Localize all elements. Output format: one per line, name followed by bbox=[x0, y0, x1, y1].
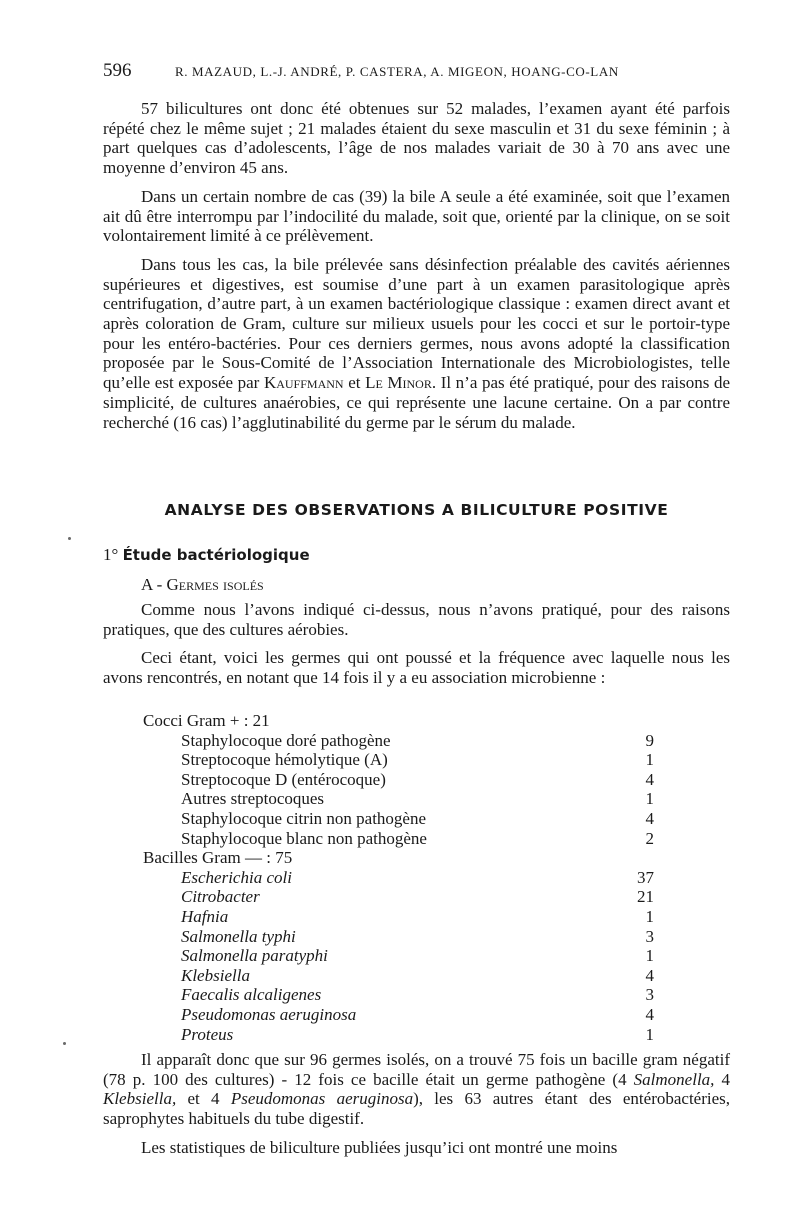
text-run: et bbox=[348, 373, 361, 393]
print-speck bbox=[68, 537, 71, 540]
germ-name: Staphylocoque doré pathogène bbox=[181, 730, 391, 750]
species-name: Pseudomonas aeruginosa bbox=[230, 1089, 414, 1109]
germ-row bbox=[143, 946, 654, 966]
germ-row bbox=[143, 809, 654, 829]
subsubsection-title: Germes isolés bbox=[166, 575, 264, 594]
germ-name: Streptocoque hémolytique (A) bbox=[181, 750, 388, 770]
germ-count: 9 bbox=[645, 730, 654, 750]
methods-text bbox=[103, 600, 730, 697]
germ-count: 1 bbox=[645, 946, 654, 966]
intro-text bbox=[103, 99, 730, 441]
germ-name: Streptocoque D (entérocoque) bbox=[181, 769, 386, 789]
germ-count: 1 bbox=[645, 750, 654, 770]
germ-count: 3 bbox=[645, 926, 654, 946]
text-run: ), les 63 autres étant des entérobactéries, saprophytes habituels du tube digestif. bbox=[103, 1089, 731, 1129]
germ-row bbox=[143, 750, 654, 770]
germ-row bbox=[143, 770, 654, 790]
paragraph-conclusion bbox=[103, 1050, 730, 1129]
text-run: 4 bbox=[721, 1069, 731, 1089]
paragraph: Ceci étant, voici les germes qui ont poussé et la fréquence avec laquelle nous les avons rencontrés, en notant que 14 fois il y a eu association microbienne : bbox=[103, 648, 730, 688]
text-run: Dans tous les cas, la bile prélevée sans désinfection préalable des cavités aériennes supérieures et digestives, est soumise d’une part à un examen parasitologique après centrifugation, d’autre part, à un examen bactériologique classique : examen direct avant et après coloration de Gram, culture sur milieux usuels pour les cocci et sur le portoir-type pour les entéro-bactéries. Pour ces derniers germes, nous avons adopté la classification proposée par le Sous-Comité de l’Association Internationale des Microbiologistes, telle qu’elle est exposée par bbox=[103, 254, 730, 393]
germ-row bbox=[143, 829, 654, 849]
subsubsection-prefix: A - bbox=[141, 575, 163, 594]
germ-row bbox=[143, 868, 654, 888]
germ-count: 4 bbox=[645, 1004, 654, 1024]
text-run: Il apparaît donc que sur 96 germes isolés, on a trouvé 75 fois un bacille gram négatif (78 p. 100 des cultures) - 12 fois ce bacille était un germe pathogène (4 bbox=[103, 1050, 730, 1089]
author-name: Le Minor. bbox=[365, 373, 437, 393]
germ-name: Salmonella paratyphi bbox=[181, 946, 328, 966]
species-name: Klebsiella, bbox=[103, 1089, 177, 1109]
germ-group-heading: Bacilles Gram — : 75 bbox=[143, 848, 293, 868]
print-speck bbox=[63, 1042, 66, 1045]
germ-row bbox=[143, 1025, 654, 1045]
germ-name: Salmonella typhi bbox=[181, 926, 296, 946]
germ-count: 1 bbox=[645, 1024, 654, 1044]
paragraph: Les statistiques de biliculture publiées jusqu’ici ont montré une moins bbox=[141, 1137, 618, 1157]
germ-name: Staphylocoque citrin non pathogène bbox=[181, 808, 427, 828]
germ-count: 4 bbox=[645, 769, 654, 789]
germ-name: Hafnia bbox=[181, 906, 229, 926]
germ-list bbox=[143, 711, 654, 1044]
section-title: ANALYSE DES OBSERVATIONS A BILICULTURE POSITIVE bbox=[164, 501, 669, 519]
page-header bbox=[103, 60, 733, 84]
germ-count: 4 bbox=[645, 965, 654, 985]
subsection-heading bbox=[103, 545, 310, 565]
germ-row bbox=[143, 789, 654, 809]
germ-count: 1 bbox=[645, 906, 654, 926]
paragraph: 57 bilicultures ont donc été obtenues sur 52 malades, l’examen ayant été parfois répété chez le même sujet ; 21 malades étaient du sexe masculin et 31 du sexe féminin ; à part quelques cas d’adolescents, l’âge de nos malades variait de 30 à 70 ans avec une moyenne d’environ 45 ans. bbox=[103, 99, 730, 178]
germ-row bbox=[143, 907, 654, 927]
paragraph: Comme nous l’avons indiqué ci-dessus, nous n’avons pratiqué, pour des raisons pratiques, que des cultures aérobies. bbox=[103, 600, 730, 639]
author-name: Kauffmann bbox=[263, 373, 344, 393]
subsection-number: 1° bbox=[103, 545, 119, 564]
germ-row bbox=[143, 731, 654, 751]
subsubsection-heading bbox=[141, 575, 264, 595]
germ-row bbox=[143, 887, 654, 907]
germ-count: 3 bbox=[645, 985, 654, 1005]
page-number: 596 bbox=[103, 60, 132, 81]
paragraph-methods bbox=[103, 255, 730, 432]
germ-name: Pseudomonas aeruginosa bbox=[181, 1004, 357, 1024]
germ-name: Escherichia coli bbox=[181, 867, 292, 887]
germ-count: 37 bbox=[637, 867, 654, 887]
germ-name: Citrobacter bbox=[181, 887, 260, 907]
subsection-title: Étude bactériologique bbox=[122, 546, 310, 564]
germ-row bbox=[143, 985, 654, 1005]
germ-row bbox=[143, 1005, 654, 1025]
germ-group-heading: Cocci Gram + : 21 bbox=[143, 711, 270, 730]
germ-name: Autres streptocoques bbox=[181, 789, 325, 809]
running-head: R. MAZAUD, L.-J. ANDRÉ, P. CASTERA, A. MIGEON, HOANG-CO-LAN bbox=[175, 64, 619, 79]
germ-name: Staphylocoque blanc non pathogène bbox=[181, 828, 427, 848]
text-run: Il n’a pas été pratiqué, pour des raisons de simplicité, de cultures anaérobies, ce qui représente une lacune certaine. On a par contre recherché (16 cas) l’agglutinabilité du germe par le sérum du malade. bbox=[103, 373, 731, 432]
germ-count: 1 bbox=[645, 789, 654, 809]
species-name: Salmonella, bbox=[633, 1069, 715, 1089]
germ-row bbox=[143, 927, 654, 947]
germ-name: Proteus bbox=[181, 1024, 234, 1044]
germ-count: 21 bbox=[637, 887, 654, 907]
paragraph: Dans un certain nombre de cas (39) la bile A seule a été examinée, soit que l’examen ait dû être interrompu par l’indocilité du malade, soit que, orienté par la clinique, on se soit volontairement limité à ce prélèvement. bbox=[103, 186, 730, 246]
germ-name: Klebsiella bbox=[181, 965, 250, 985]
conclusion-text bbox=[103, 1050, 730, 1167]
germ-count: 2 bbox=[645, 828, 654, 848]
text-run: et 4 bbox=[187, 1089, 220, 1109]
germ-name: Faecalis alcaligenes bbox=[181, 985, 322, 1005]
germ-row bbox=[143, 966, 654, 986]
germ-count: 4 bbox=[645, 808, 654, 828]
